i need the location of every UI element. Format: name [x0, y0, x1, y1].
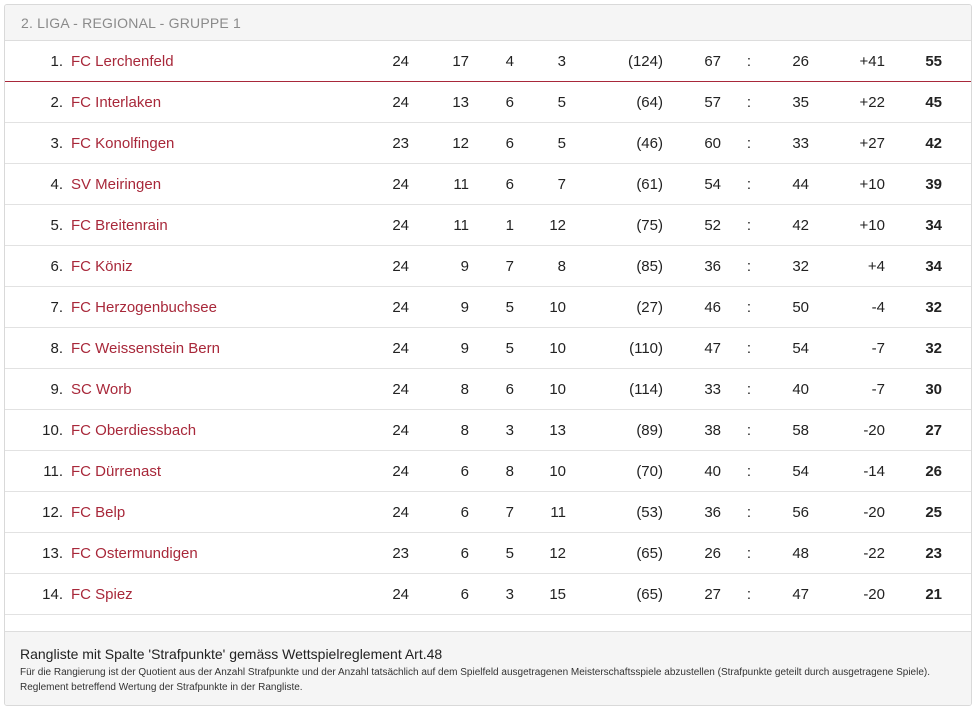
goal-difference-cell: -22 [809, 533, 885, 574]
penalty-points-cell: (46) [566, 123, 663, 164]
wins-cell: 11 [409, 164, 469, 205]
row-spacer [942, 164, 971, 205]
points-cell: 32 [885, 328, 942, 369]
goals-separator: : [721, 205, 751, 246]
draws-cell: 7 [469, 246, 514, 287]
goals-against-cell: 40 [751, 369, 809, 410]
team-link[interactable]: FC Spiez [71, 585, 133, 603]
row-spacer [942, 82, 971, 123]
team-cell [71, 328, 361, 369]
games-played-cell: 24 [361, 164, 409, 205]
goals-separator: : [721, 246, 751, 287]
table-row [5, 410, 971, 451]
goals-separator: : [721, 533, 751, 574]
rank-cell: 8. [5, 328, 71, 369]
penalty-points-cell: (124) [566, 41, 663, 82]
points-cell: 34 [885, 246, 942, 287]
table-row [5, 492, 971, 533]
games-played-cell: 24 [361, 410, 409, 451]
team-link[interactable]: FC Konolfingen [71, 134, 175, 152]
table-row [5, 451, 971, 492]
goals-for-cell: 60 [663, 123, 721, 164]
goal-difference-cell: +10 [809, 164, 885, 205]
row-spacer [942, 41, 971, 82]
row-spacer [942, 410, 971, 451]
losses-cell: 7 [514, 164, 566, 205]
row-spacer [942, 328, 971, 369]
points-cell: 26 [885, 451, 942, 492]
goal-difference-cell: -7 [809, 369, 885, 410]
draws-cell: 5 [469, 533, 514, 574]
wins-cell: 6 [409, 574, 469, 615]
table-row [5, 164, 971, 205]
team-link[interactable]: FC Ostermundigen [71, 544, 198, 562]
penalty-points-cell: (110) [566, 328, 663, 369]
points-cell: 55 [885, 41, 942, 82]
rank-cell: 10. [5, 410, 71, 451]
goals-for-cell: 57 [663, 82, 721, 123]
team-cell [71, 41, 361, 82]
goals-against-cell: 32 [751, 246, 809, 287]
goals-for-cell: 36 [663, 246, 721, 287]
penalty-points-cell: (75) [566, 205, 663, 246]
goals-for-cell: 33 [663, 369, 721, 410]
rank-cell: 13. [5, 533, 71, 574]
rank-cell: 14. [5, 574, 71, 615]
goals-against-cell: 48 [751, 533, 809, 574]
goals-against-cell: 35 [751, 82, 809, 123]
losses-cell: 10 [514, 451, 566, 492]
goals-for-cell: 52 [663, 205, 721, 246]
table-row [5, 287, 971, 328]
goals-separator: : [721, 41, 751, 82]
table-row [5, 533, 971, 574]
points-cell: 42 [885, 123, 942, 164]
row-spacer [942, 246, 971, 287]
goals-against-cell: 54 [751, 451, 809, 492]
goal-difference-cell: -20 [809, 492, 885, 533]
table-row [5, 369, 971, 410]
points-cell: 25 [885, 492, 942, 533]
draws-cell: 3 [469, 574, 514, 615]
rank-cell: 2. [5, 82, 71, 123]
goals-separator: : [721, 164, 751, 205]
goals-against-cell: 26 [751, 41, 809, 82]
games-played-cell: 24 [361, 205, 409, 246]
team-link[interactable]: FC Interlaken [71, 93, 162, 111]
goals-separator: : [721, 82, 751, 123]
penalty-points-cell: (114) [566, 369, 663, 410]
losses-cell: 5 [514, 123, 566, 164]
team-link[interactable]: FC Köniz [71, 257, 133, 275]
draws-cell: 5 [469, 328, 514, 369]
penalty-points-cell: (53) [566, 492, 663, 533]
team-cell [71, 82, 361, 123]
goal-difference-cell: +4 [809, 246, 885, 287]
standings-body [5, 41, 971, 615]
draws-cell: 6 [469, 164, 514, 205]
rank-cell: 9. [5, 369, 71, 410]
row-spacer [942, 492, 971, 533]
games-played-cell: 24 [361, 82, 409, 123]
penalty-points-cell: (89) [566, 410, 663, 451]
games-played-cell: 24 [361, 41, 409, 82]
goal-difference-cell: -4 [809, 287, 885, 328]
points-cell: 32 [885, 287, 942, 328]
points-cell: 21 [885, 574, 942, 615]
points-cell: 45 [885, 82, 942, 123]
losses-cell: 5 [514, 82, 566, 123]
standings-panel [4, 4, 972, 706]
goals-for-cell: 40 [663, 451, 721, 492]
footer-title: Rangliste mit Spalte 'Strafpunkte' gemäss Wettspielreglement Art.48 [20, 646, 443, 662]
table-row [5, 574, 971, 615]
team-link[interactable]: FC Lerchenfeld [71, 52, 174, 70]
goals-against-cell: 58 [751, 410, 809, 451]
team-cell [71, 287, 361, 328]
penalty-points-cell: (64) [566, 82, 663, 123]
draws-cell: 1 [469, 205, 514, 246]
goals-for-cell: 54 [663, 164, 721, 205]
draws-cell: 4 [469, 41, 514, 82]
wins-cell: 9 [409, 246, 469, 287]
games-played-cell: 23 [361, 533, 409, 574]
league-title: 2. LIGA - REGIONAL - GRUPPE 1 [21, 14, 242, 31]
wins-cell: 6 [409, 492, 469, 533]
goal-difference-cell: +27 [809, 123, 885, 164]
goals-separator: : [721, 328, 751, 369]
goals-against-cell: 42 [751, 205, 809, 246]
team-link[interactable]: SC Worb [71, 380, 132, 398]
draws-cell: 6 [469, 123, 514, 164]
goals-against-cell: 33 [751, 123, 809, 164]
draws-cell: 5 [469, 287, 514, 328]
table-row [5, 123, 971, 164]
row-spacer [942, 533, 971, 574]
goals-separator: : [721, 451, 751, 492]
points-cell: 23 [885, 533, 942, 574]
team-cell [71, 492, 361, 533]
goals-against-cell: 56 [751, 492, 809, 533]
goals-separator: : [721, 574, 751, 615]
rank-cell: 11. [5, 451, 71, 492]
rank-cell: 1. [5, 41, 71, 82]
team-link[interactable]: FC Herzogenbuchsee [71, 298, 217, 316]
team-link[interactable]: FC Belp [71, 503, 126, 521]
team-cell [71, 246, 361, 287]
goal-difference-cell: -20 [809, 574, 885, 615]
penalty-points-cell: (65) [566, 574, 663, 615]
team-link[interactable]: FC Oberdiessbach [71, 421, 197, 439]
penalty-points-cell: (65) [566, 533, 663, 574]
penalty-points-cell: (61) [566, 164, 663, 205]
games-played-cell: 24 [361, 574, 409, 615]
draws-cell: 6 [469, 82, 514, 123]
penalty-points-cell: (27) [566, 287, 663, 328]
table-row [5, 41, 971, 82]
row-spacer [942, 205, 971, 246]
wins-cell: 12 [409, 123, 469, 164]
goal-difference-cell: +41 [809, 41, 885, 82]
points-cell: 39 [885, 164, 942, 205]
goals-separator: : [721, 123, 751, 164]
draws-cell: 8 [469, 451, 514, 492]
wins-cell: 9 [409, 287, 469, 328]
losses-cell: 10 [514, 328, 566, 369]
rank-cell: 7. [5, 287, 71, 328]
standings-table [5, 41, 971, 615]
draws-cell: 7 [469, 492, 514, 533]
row-spacer [942, 123, 971, 164]
team-cell [71, 164, 361, 205]
row-spacer [942, 451, 971, 492]
goals-for-cell: 67 [663, 41, 721, 82]
team-cell [71, 533, 361, 574]
team-link[interactable]: FC Breitenrain [71, 216, 168, 234]
panel-header [5, 5, 971, 41]
table-row [5, 205, 971, 246]
goals-for-cell: 26 [663, 533, 721, 574]
penalty-points-cell: (70) [566, 451, 663, 492]
table-row [5, 82, 971, 123]
wins-cell: 13 [409, 82, 469, 123]
losses-cell: 11 [514, 492, 566, 533]
goals-separator: : [721, 287, 751, 328]
games-played-cell: 23 [361, 123, 409, 164]
goal-difference-cell: -14 [809, 451, 885, 492]
wins-cell: 11 [409, 205, 469, 246]
footer-note [5, 631, 971, 705]
losses-cell: 12 [514, 533, 566, 574]
row-spacer [942, 574, 971, 615]
goals-separator: : [721, 492, 751, 533]
table-row [5, 328, 971, 369]
losses-cell: 15 [514, 574, 566, 615]
goals-against-cell: 54 [751, 328, 809, 369]
penalty-points-cell: (85) [566, 246, 663, 287]
draws-cell: 6 [469, 369, 514, 410]
goals-against-cell: 47 [751, 574, 809, 615]
goals-against-cell: 50 [751, 287, 809, 328]
team-cell [71, 451, 361, 492]
rank-cell: 6. [5, 246, 71, 287]
footer-text: Für die Rangierung ist der Quotient aus der Anzahl Strafpunkte und der Anzahl tatsächlich auf dem Spielfeld ausgetragenen Meisterschaftsspiele abzustellen (Strafpunkte geteilt durch ausgetragene Spiele). Reglement betreffend Wertung der Strafpunkte in der Rangliste. [20, 667, 930, 693]
points-cell: 30 [885, 369, 942, 410]
wins-cell: 8 [409, 410, 469, 451]
losses-cell: 10 [514, 369, 566, 410]
wins-cell: 6 [409, 451, 469, 492]
goals-for-cell: 27 [663, 574, 721, 615]
goal-difference-cell: -7 [809, 328, 885, 369]
losses-cell: 10 [514, 287, 566, 328]
team-cell [71, 369, 361, 410]
rank-cell: 12. [5, 492, 71, 533]
games-played-cell: 24 [361, 369, 409, 410]
points-cell: 34 [885, 205, 942, 246]
wins-cell: 9 [409, 328, 469, 369]
goals-for-cell: 38 [663, 410, 721, 451]
wins-cell: 17 [409, 41, 469, 82]
table-row [5, 246, 971, 287]
team-cell [71, 574, 361, 615]
losses-cell: 12 [514, 205, 566, 246]
games-played-cell: 24 [361, 328, 409, 369]
row-spacer [942, 287, 971, 328]
team-cell [71, 410, 361, 451]
goal-difference-cell: +22 [809, 82, 885, 123]
wins-cell: 8 [409, 369, 469, 410]
rank-cell: 5. [5, 205, 71, 246]
team-link[interactable]: SV Meiringen [71, 175, 162, 193]
games-played-cell: 24 [361, 451, 409, 492]
losses-cell: 13 [514, 410, 566, 451]
games-played-cell: 24 [361, 246, 409, 287]
games-played-cell: 24 [361, 287, 409, 328]
team-link[interactable]: FC Weissenstein Bern [71, 339, 220, 357]
wins-cell: 6 [409, 533, 469, 574]
team-cell [71, 123, 361, 164]
points-cell: 27 [885, 410, 942, 451]
losses-cell: 3 [514, 41, 566, 82]
games-played-cell: 24 [361, 492, 409, 533]
goals-separator: : [721, 369, 751, 410]
team-cell [71, 205, 361, 246]
goals-for-cell: 46 [663, 287, 721, 328]
goals-for-cell: 36 [663, 492, 721, 533]
losses-cell: 8 [514, 246, 566, 287]
rank-cell: 4. [5, 164, 71, 205]
goals-against-cell: 44 [751, 164, 809, 205]
goal-difference-cell: -20 [809, 410, 885, 451]
draws-cell: 3 [469, 410, 514, 451]
row-spacer [942, 369, 971, 410]
team-link[interactable]: FC Dürrenast [71, 462, 162, 480]
goal-difference-cell: +10 [809, 205, 885, 246]
goals-for-cell: 47 [663, 328, 721, 369]
rank-cell: 3. [5, 123, 71, 164]
goals-separator: : [721, 410, 751, 451]
